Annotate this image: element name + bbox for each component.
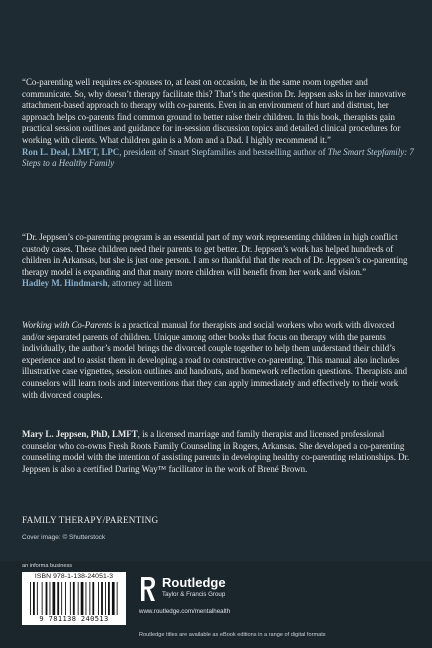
attribution-name: Ron L. Deal, LMFT, LPC — [22, 146, 120, 157]
publisher-name: Routledge — [162, 575, 226, 590]
author-bio — [22, 429, 414, 475]
testimonial-attribution — [22, 147, 414, 169]
category-label: FAMILY THERAPY/PARENTING — [22, 515, 159, 525]
barcode-digits: 9 781138 240513 — [39, 615, 109, 623]
testimonial-hindmarsh — [22, 232, 414, 290]
attribution-name: Hadley M. Hindmarsh — [22, 278, 108, 289]
testimonial-deal — [22, 77, 414, 170]
barcode-icon — [30, 582, 118, 615]
description-text: is a practical manual for therapists and social workers who work with divorced and/or separated parents of children. Unique among other books that focus on therapy with the parents individually, the author’s model brings the divorced couple together to help them understand their child’s experience and to assist them in developing a road to constructive co-parenting. This manual also includes illustrative case vignettes, session outlines and handouts, and homework reflection questions. Therapists and counselors will learn tools and interventions that they can apply immediately and effectively to their work with divorced couples. — [22, 320, 408, 400]
attribution-work: The Smart Stepfamily: 7 Steps to a Healthy Family — [22, 146, 414, 169]
cover-credit: Cover image: © Shutterstock — [22, 534, 106, 541]
book-title: Working with Co-Parents — [22, 320, 113, 330]
barcode-block — [22, 572, 126, 625]
publisher-group: Taylor & Francis Group — [162, 591, 226, 598]
attribution-role: , attorney ad litem — [107, 278, 173, 289]
publisher-url: www.routledge.com/mentalhealth — [139, 608, 231, 615]
attribution-role: , president of Smart Stepfamilies and bestselling author of — [119, 146, 328, 157]
isbn-text: ISBN 978-1-138-24051-3 — [34, 573, 114, 580]
author-name: Mary L. Jeppsen, PhD, LMFT — [22, 429, 138, 439]
ebook-note: Routledge titles are available as eBook editions in a range of digital formats — [139, 632, 326, 638]
testimonial-quote: “Dr. Jeppsen’s co-parenting program is an essential part of my work representing children in high conflict custody cases. These children need their parents to get better. Dr. Jeppsen’s work has helped hundreds of children in Arkansas, but she is just one person. I am so thankful that the reach of Dr. Jeppsen’s co-parenting therapy model is expanding and that many more children will benefit from her work and vision.” — [22, 232, 408, 277]
testimonial-attribution — [22, 278, 172, 288]
informa-label: an informa business — [22, 563, 73, 569]
author-bio-text: , is a licensed marriage and family therapist and licensed professional counselor who co-owns Fresh Roots Family Counseling in Rogers, Arkansas. She developed a co-parenting counseling model with the intention of assisting parents in developing healthy co-parenting relationships. Dr. Jeppsen is also a certified Daring Way™ facilitator in the work of Brené Brown. — [22, 429, 410, 474]
testimonial-quote: “Co-parenting well requires ex-spouses to, at least on occasion, be in the same room together and communicate. So, why doesn’t therapy facilitate this? That’s the question Dr. Jeppsen asks in her innovative attachment-based approach to therapy with co-parents. Even in an environment of hurt and distrust, her approach helps co-parents find common ground to better raise their children. In this book, therapists gain practical session outlines and guidance for in-session discussion topics and detailed clinical procedures for working with clients. What children gain is a Mom and a Dad. I highly recommend it.” — [22, 77, 406, 145]
routledge-r-logo-icon — [139, 576, 157, 602]
book-description — [22, 320, 414, 401]
